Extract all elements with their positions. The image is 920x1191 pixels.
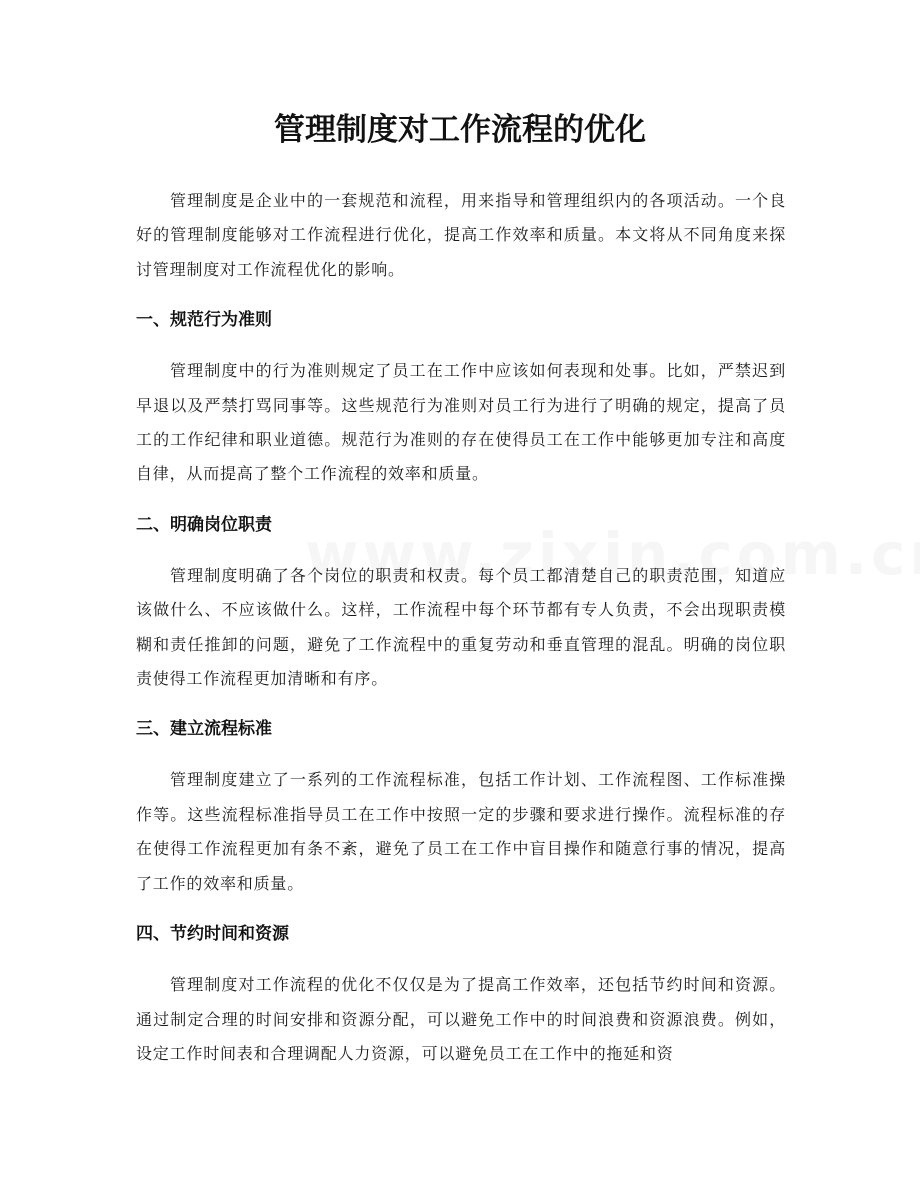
section-heading-3: 三、建立流程标准 (136, 719, 272, 740)
document-body (136, 184, 786, 1071)
intro-paragraph: 管理制度是企业中的一套规范和流程，用来指导和管理组织内的各项活动。一个良好的管理制度能够对工作流程进行优化，提高工作效率和质量。本文将从不同角度来探讨管理制度对工作流程优化的影响。 (136, 191, 786, 279)
section-body-3: 管理制度建立了一系列的工作流程标准，包括工作计划、工作流程图、工作标准操作等。这些流程标准指导员工在工作中按照一定的步骤和要求进行操作。流程标准的存在使得工作流程更加有条不紊，避免了员工在工作中盲目操作和随意行事的情况，提高了工作的效率和质量。 (136, 770, 786, 893)
section-body-2: 管理制度明确了各个岗位的职责和权责。每个员工都清楚自己的职责范围，知道应该做什么、不应该做什么。这样，工作流程中每个环节都有专人负责，不会出现职责模糊和责任推卸的问题，避免了工作流程中的重复劳动和垂直管理的混乱。明确的岗位职责使得工作流程更加清晰和有序。 (136, 565, 786, 689)
section-heading-2: 二、明确岗位职责 (136, 514, 272, 535)
section-heading-1: 一、规范行为准则 (136, 310, 272, 331)
section-body-4: 管理制度对工作流程的优化不仅仅是为了提高工作效率，还包括节约时间和资源。通过制定合理的时间安排和资源分配，可以避免工作中的时间浪费和资源浪费。例如，设定工作时间表和合理调配人力资源，可以避免员工在工作中的拖延和资 (136, 975, 786, 1063)
section-body-1: 管理制度中的行为准则规定了员工在工作中应该如何表现和处事。比如，严禁迟到早退以及严禁打骂同事等。这些规范行为准则对员工行为进行了明确的规定，提高了员工的工作纪律和职业道德。规范行为准则的存在使得员工在工作中能够更加专注和高度自律，从而提高了整个工作流程的效率和质量。 (136, 361, 786, 484)
section-heading-4: 四、节约时间和资源 (136, 924, 289, 945)
document-title: 管理制度对工作流程的优化 (274, 112, 646, 148)
